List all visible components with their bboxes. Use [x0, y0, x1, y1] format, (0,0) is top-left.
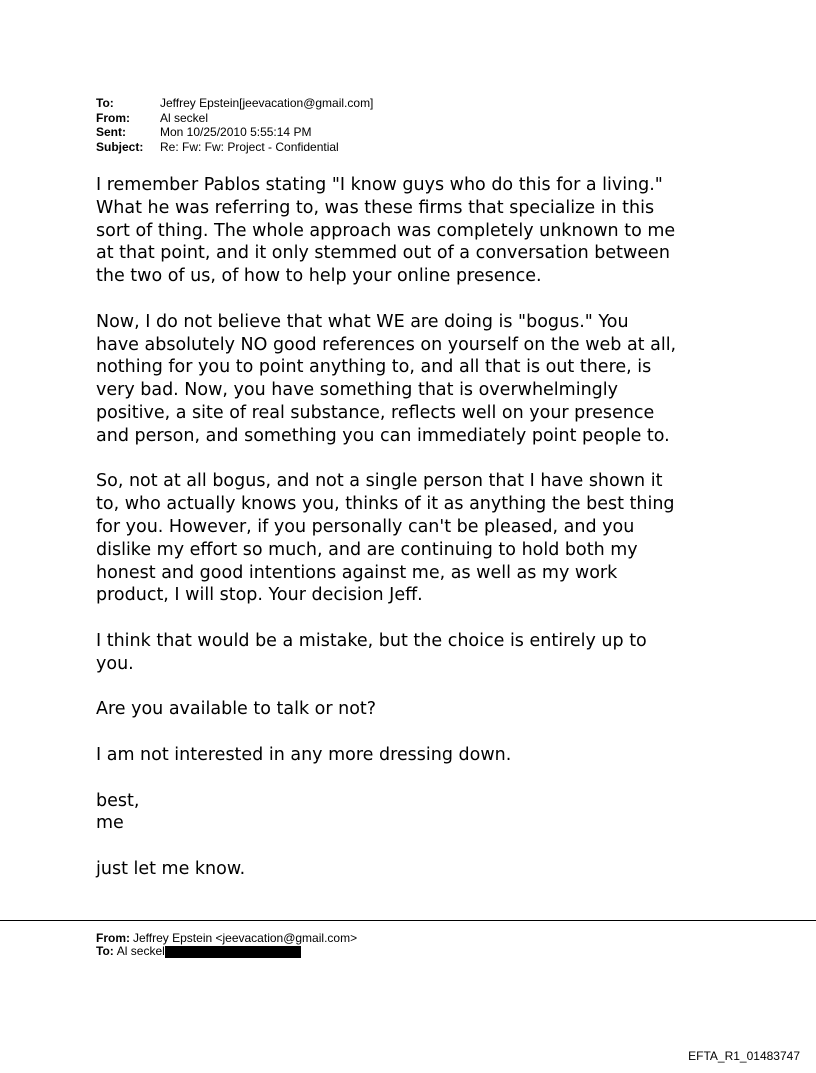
email-header: [96, 96, 373, 154]
from-label: From:: [96, 110, 130, 125]
to-label: To:: [96, 96, 114, 110]
body-paragraph: Now, I do not believe that what WE are doing is "bogus." You have absolutely NO good references on yourself on the web at all, nothing for you to point anything to, and all that is out there, is very bad. Now, you have something that is overwhelmingly positive, a site of real substance, reflects well on your presence and person, and something you can immediately point people to.: [96, 311, 677, 446]
body-paragraph: best, me: [96, 790, 140, 834]
sent-label: Sent:: [96, 125, 126, 139]
document-id: EFTA_R1_01483747: [688, 1049, 800, 1063]
subject-row: [96, 140, 373, 155]
to-row: [96, 96, 373, 111]
body-paragraph: Are you available to talk or not?: [96, 699, 377, 720]
email-body: [96, 174, 776, 904]
sent-value: Mon 10/25/2010 5:55:14 PM: [160, 125, 312, 139]
body-paragraph: So, not at all bogus, and not a single person that I have shown it to, who actually knows you, thinks of it as anything the best thing for you. However, if you personally can't be pleased, and you dislike my effort so much, and are continuing to hold both my honest and good intentions against me, as well as my work product, I will stop. Your decision Jeff.: [96, 471, 675, 606]
to-value: Jeffrey Epstein[jeevacation@gmail.com]: [160, 96, 374, 110]
quoted-to-value: Al seckel: [116, 944, 165, 958]
body-paragraph: just let me know.: [96, 858, 246, 879]
from-value: Al seckel: [160, 110, 209, 125]
divider: [0, 920, 816, 921]
redaction-bar: [165, 946, 301, 958]
quoted-from-label: From:: [96, 931, 130, 945]
subject-label: Subject:: [96, 139, 144, 154]
quoted-to-label: To:: [96, 944, 114, 958]
from-row: [96, 111, 373, 126]
quoted-from-value: Jeffrey Epstein <jeevacation@gmail.com>: [133, 931, 358, 945]
quoted-to-row: [96, 945, 357, 958]
body-paragraph: I am not interested in any more dressing down.: [96, 744, 512, 765]
subject-value: Re: Fw: Fw: Project - Confidential: [160, 139, 339, 154]
quoted-header: [96, 932, 357, 958]
sent-row: [96, 125, 373, 140]
body-paragraph: I think that would be a mistake, but the choice is entirely up to you.: [96, 630, 647, 674]
body-paragraph: I remember Pablos stating "I know guys who do this for a living." What he was referring to, was these firms that specialize in this sort of thing. The whole approach was completely unknown to me at that point, and it only stemmed out of a conversation between the two of us, of how to help your online presence.: [96, 175, 676, 287]
